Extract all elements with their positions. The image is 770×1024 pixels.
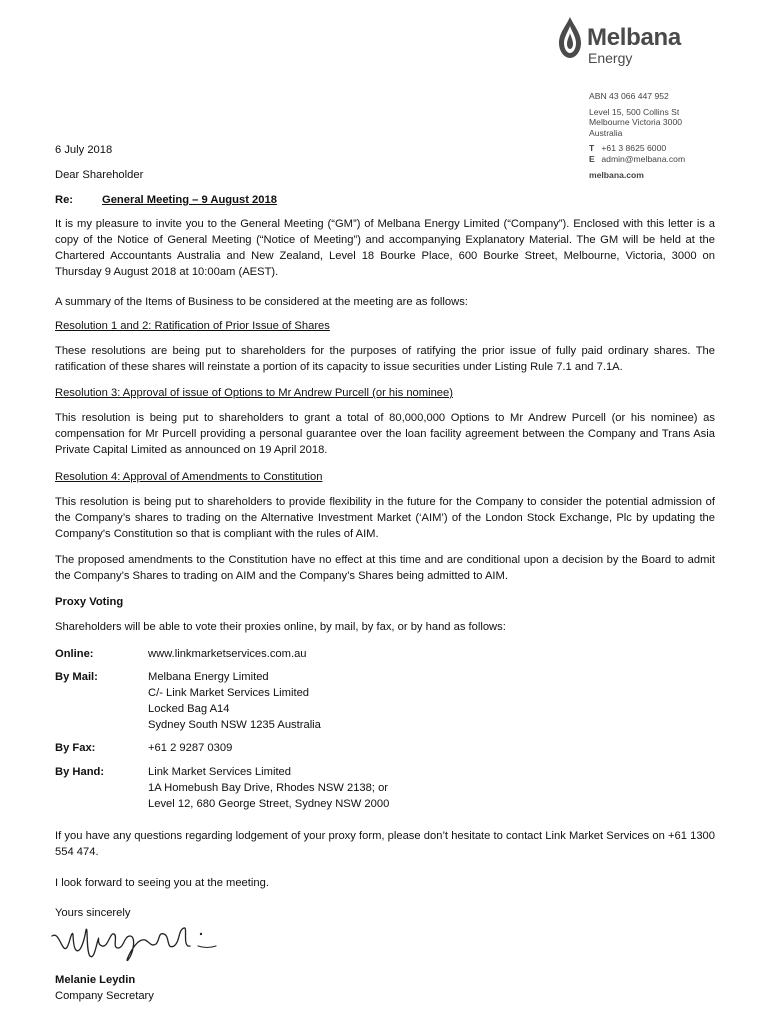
resolution-4-text: This resolution is being put to shareholders to provide flexibility in the future for the Company to consider the potential admission of the Company’s shares to trading on the Alternative Investment Market (‘AIM’) of the London Stock Exchange, Plc by updating the Company's Constitution so that is compliant with the rules of AIM. bbox=[55, 496, 715, 540]
mail-address bbox=[148, 669, 321, 733]
phone: +61 3 8625 6000 bbox=[601, 143, 667, 154]
questions-paragraph: If you have any questions regarding lodgement of your proxy form, please don’t hesitate to contact Link Market Services on +61 1300 554 474. bbox=[55, 830, 715, 858]
website: melbana.com bbox=[589, 169, 644, 180]
re-line bbox=[55, 192, 715, 208]
hand-line: Level 12, 680 George Street, Sydney NSW 2000 bbox=[148, 798, 390, 810]
online-url[interactable]: www.linkmarketservices.com.au bbox=[148, 648, 307, 660]
company-logo bbox=[557, 16, 717, 68]
abn: ABN 43 066 447 952 bbox=[589, 91, 669, 101]
resolution-3-text: This resolution is being put to shareholders to grant a total of 80,000,000 Options to Mr Andrew Purcell (or his nominee) as compensation for Mr Purcell providing a personal guarantee over the loan facility agreement between the Company and Trans Asia Private Capital Limited as announced on 19 April 2018. bbox=[55, 412, 715, 456]
re-label: Re: bbox=[55, 194, 74, 206]
signature-image bbox=[50, 922, 220, 966]
resolution-1-2-heading: Resolution 1 and 2: Ratification of Prior Issue of Shares bbox=[55, 320, 330, 332]
summary-paragraph: A summary of the Items of Business to be considered at the meeting are as follows: bbox=[55, 296, 468, 308]
signer-name: Melanie Leydin bbox=[55, 974, 136, 986]
logo-name: Melbana bbox=[587, 24, 681, 51]
fax-label: By Fax: bbox=[55, 742, 96, 754]
resolution-3-heading: Resolution 3: Approval of issue of Options to Mr Andrew Purcell (or his nominee) bbox=[55, 387, 453, 399]
intro-paragraph: It is my pleasure to invite you to the General Meeting (“GM”) of Melbana Energy Limited (“Company”). Enclosed with this letter is a copy of the Notice of General Meeting (“Notice of Meeting”) and accompanying Explanatory Material. The GM will be held at the Chartered Accountants Australia and New Zealand, Level 18 Bourke Place, 600 Bourke Street, Melbourne, Victoria, 3000 on Thursday 9 August 2018 at 10:00am (AEST). bbox=[55, 218, 715, 278]
forward-paragraph: I look forward to seeing you at the meeting. bbox=[55, 877, 269, 889]
flame-drop-icon bbox=[557, 16, 583, 60]
mail-line: C/- Link Market Services Limited bbox=[148, 687, 310, 699]
resolution-4-heading: Resolution 4: Approval of Amendments to Constitution bbox=[55, 471, 323, 483]
letter-date: 6 July 2018 bbox=[55, 144, 113, 156]
address-line: Australia bbox=[589, 127, 623, 138]
hand-line: Link Market Services Limited bbox=[148, 766, 292, 778]
hand-label: By Hand: bbox=[55, 766, 105, 778]
mail-line: Melbana Energy Limited bbox=[148, 671, 269, 683]
email-prefix: E bbox=[589, 153, 595, 164]
mail-line: Sydney South NSW 1235 Australia bbox=[148, 719, 321, 731]
address-line: Level 15, 500 Collins St bbox=[589, 106, 680, 117]
online-label: Online: bbox=[55, 648, 94, 660]
fax-number: +61 2 9287 0309 bbox=[148, 742, 233, 754]
proxy-voting-heading: Proxy Voting bbox=[55, 596, 124, 608]
mail-label: By Mail: bbox=[55, 671, 98, 683]
mail-line: Locked Bag A14 bbox=[148, 703, 230, 715]
hand-line: 1A Homebush Bay Drive, Rhodes NSW 2138; or bbox=[148, 782, 389, 794]
email: admin@melbana.com bbox=[601, 153, 686, 164]
closing: Yours sincerely bbox=[55, 907, 131, 919]
address-line: Melbourne Victoria 3000 bbox=[589, 117, 682, 128]
resolution-1-2-text: These resolutions are being put to shareholders for the purposes of ratifying the prior issue of fully paid ordinary shares. The ratification of these shares will reinstate a portion of its capacity to issue securities under Listing Rule 7.1 and 7.1A. bbox=[55, 345, 715, 373]
phone-prefix: T bbox=[589, 143, 595, 154]
hand-address bbox=[148, 764, 389, 812]
logo-subtitle: Energy bbox=[588, 50, 633, 66]
amendments-paragraph: The proposed amendments to the Constitution have no effect at this time and are conditional upon a decision by the Board to admit the Company’s Shares to trading on AIM and the Company’s Shares being admitted to AIM. bbox=[55, 554, 715, 582]
signer-title: Company Secretary bbox=[55, 990, 154, 1002]
proxy-intro: Shareholders will be able to vote their proxies online, by mail, by fax, or by hand as follows: bbox=[55, 621, 506, 633]
salutation: Dear Shareholder bbox=[55, 169, 144, 181]
re-subject: General Meeting – 9 August 2018 bbox=[102, 194, 277, 206]
